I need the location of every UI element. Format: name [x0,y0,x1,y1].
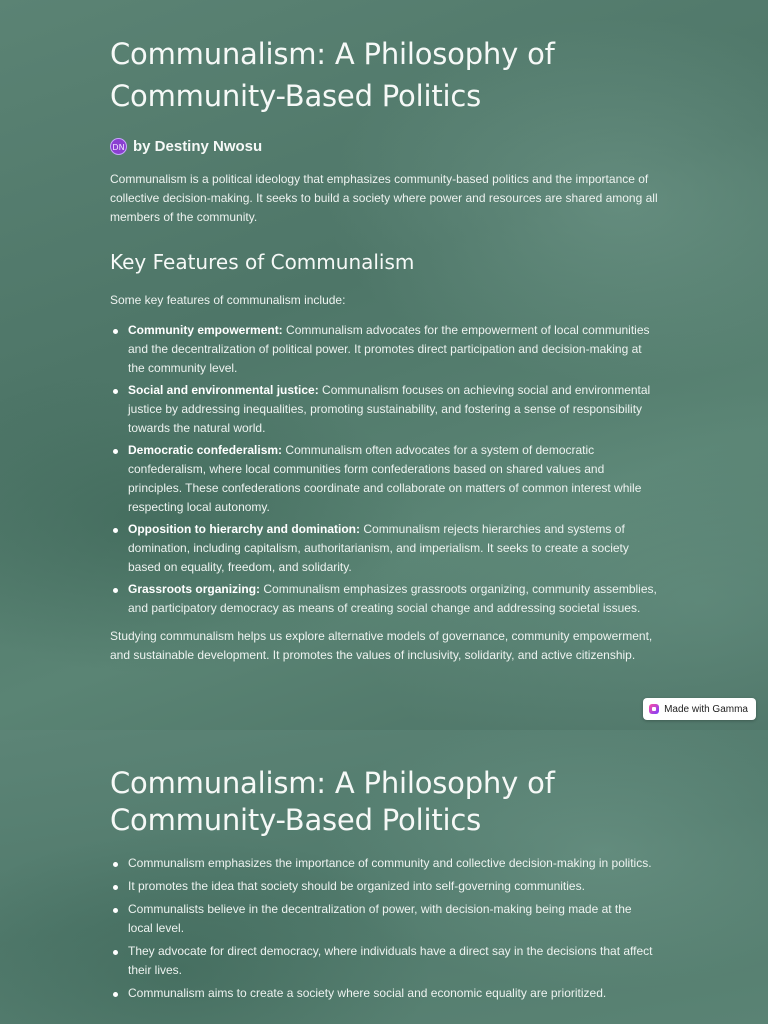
feature-label: Democratic confederalism: [128,443,283,457]
feature-label: Community empowerment: [128,323,283,337]
feature-label: Grassroots organizing: [128,582,261,596]
page-title: Communalism: A Philosophy of Community-Based Politics [110,37,555,113]
slide-2-title: Communalism: A Philosophy of Community-Based Politics [110,766,555,837]
author-byline [110,135,658,157]
slide-1-content [110,33,658,665]
list-item: They advocate for direct democracy, where individuals have a direct say in the decisions that affect their lives. [128,942,658,980]
slide-2 [0,730,768,1024]
feature-text: Communalism rejects hierarchies and systems of domination, including capitalism, authoritarianism, and imperialism. It seeks to create a society based on equality, freedom, and solidarity. [128,522,629,574]
feature-text: Communalism advocates for the empowerment of local communities and the decentralization of political power. It promotes direct participation and decision-making at the community level. [128,323,650,375]
intro-paragraph: Communalism is a political ideology that emphasizes community-based politics and the importance of collective decision-making. It seeks to build a society where power and resources are shared among all members of the community. [110,172,658,224]
conclusion-paragraph: Studying communalism helps us explore alternative models of governance, community empowerment, and sustainable development. It promotes the values of inclusivity, solidarity, and active citizenship. [110,629,653,662]
list-item: It promotes the idea that society should be organized into self-governing communities. [128,877,658,896]
list-item: Communalism aims to create a society where social and economic equality are prioritized. [128,984,658,1003]
feature-label: Opposition to hierarchy and domination: [128,522,361,536]
feature-label: Social and environmental justice: [128,383,319,397]
badge-label: Made with Gamma [664,703,748,715]
list-item: Communalists believe in the decentralization of power, with decision-making being made at the local level. [128,900,658,938]
gamma-logo-icon [649,704,659,714]
author-name: by Destiny Nwosu [133,137,263,155]
list-item: Communalism emphasizes the importance of community and collective decision-making in politics. [128,854,658,873]
feature-text: Communalism emphasizes grassroots organizing, community assemblies, and participatory democracy as means of creating social change and addressing societal issues. [128,582,657,615]
avatar: DN [110,138,127,155]
points-list [110,854,658,1003]
features-list [110,321,658,618]
made-with-gamma-badge[interactable] [643,698,756,720]
feature-text: Communalism focuses on achieving social and environmental justice by addressing inequalities, promoting sustainability, and fostering a sense of responsibility towards the natural world. [128,383,651,435]
section-heading: Key Features of Communalism [110,250,415,274]
list-item [128,321,658,378]
section-intro: Some key features of communalism include: [110,293,346,307]
feature-text: Communalism often advocates for a system of democratic confederalism, where local communities form confederations based on shared values and principles. These confederations coordinate and collaborate on matters of common interest while respecting local autonomy. [128,443,642,514]
slide-2-content [110,765,658,1007]
list-item [128,580,658,618]
list-item [128,441,658,517]
list-item [128,381,658,438]
list-item [128,520,658,577]
